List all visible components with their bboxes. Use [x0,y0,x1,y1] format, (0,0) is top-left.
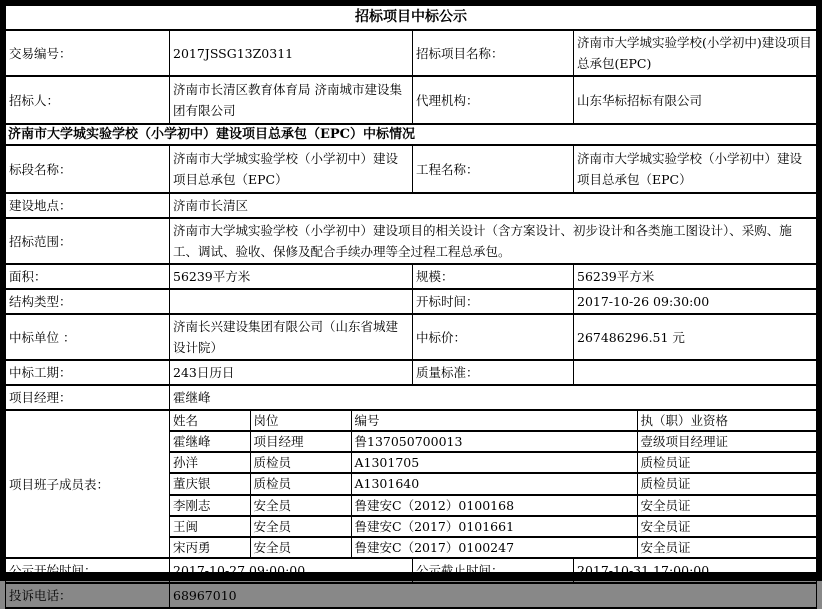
member-qualification: 安全员证 [640,539,691,555]
location-value: 济南市长清区 [170,193,817,218]
team-table-row [170,516,816,537]
agency-value: 山东华标招标有限公司 [574,76,817,124]
tenderer-label: 招标人： [6,76,170,124]
member-position: 安全员 [250,495,351,516]
publicity-end-label: 公示截止时间： [413,558,574,583]
announcement-document [5,4,817,603]
area-label: 面积： [6,264,170,289]
publicity-start-label: 公示开始时间： [6,558,170,583]
transaction-no-label: 交易编号： [6,30,170,76]
member-number: 鲁建安C（2012）0100168 [351,495,637,516]
team-table-row [170,452,816,473]
team-table-label: 项目班子成员表： [6,410,170,558]
complaint-phone-value: 68967010 [170,583,817,608]
engineering-name-label: 工程名称： [413,145,574,193]
publicity-end-value: 2017-10-31 17:00:00 [574,558,817,583]
team-table-container [170,410,817,558]
col-header-position: 岗位 [250,411,351,431]
col-header-name: 姓名 [170,411,250,431]
bid-opening-time-label: 开标时间： [413,289,574,314]
member-qualification: 安全员证 [637,516,816,537]
member-number: 鲁建安C（2017）0100247 [351,537,637,557]
tenderer-value: 济南市长清区教育体育局 济南城市建设集团有限公司 [170,76,413,124]
publicity-start-value: 2017-10-27 09:00:00 [170,558,413,583]
member-number: 鲁建安C（2017）0101661 [351,516,637,537]
member-position: 安全员 [250,516,351,537]
member-number: A1301640 [351,473,637,494]
page-title: 招标项目中标公示 [6,5,817,30]
member-qualification: 质检员证 [637,473,816,494]
team-table-row [170,431,816,452]
construction-period-value: 243日历日 [170,360,413,385]
scope-label: 招标范围： [6,218,170,264]
member-position: 安全员 [250,537,351,557]
member-qualification: 壹级项目经理证 [637,431,816,452]
quality-standard-value [574,360,817,385]
member-name: 霍继峰 [170,431,250,452]
scale-value: 56239平方米 [574,264,817,289]
section-name-value: 济南市大学城实验学校（小学初中）建设项目总承包（EPC） [170,145,413,193]
team-table-row [170,473,816,494]
location-label: 建设地点： [6,193,170,218]
scope-value: 济南市大学城实验学校（小学初中）建设项目的相关设计（含方案设计、初步设计和各类施工图设计）、采购、施工、调试、验收、保修及配合手续办理等全过程工程总承包。 [170,218,817,264]
quality-standard-label: 质量标准： [413,360,574,385]
project-manager-label: 项目经理： [6,385,170,410]
project-name-label: 招标项目名称： [413,30,574,76]
area-value: 56239平方米 [170,264,413,289]
project-manager-value: 霍继峰 [170,385,817,410]
structure-type-value [170,289,413,314]
construction-period-label: 中标工期： [6,360,170,385]
member-position: 质检员 [250,473,351,494]
transaction-no-value: 2017JSSG13Z0311 [170,30,413,76]
member-name: 王闽 [170,516,250,537]
bid-announcement-table [5,4,817,609]
member-number: 鲁137050700013 [351,431,637,452]
member-qualification: 质检员证 [637,452,816,473]
scale-label: 规模： [413,264,574,289]
winning-price-label: 中标价： [413,314,574,360]
member-position: 项目经理 [250,431,351,452]
member-position: 质检员 [250,452,351,473]
member-name: 孙洋 [170,452,250,473]
section-name-label: 标段名称： [6,145,170,193]
team-table-row [170,495,816,516]
team-member-table [170,411,816,557]
team-table-header-row [170,411,816,431]
col-header-qualification: 执（职）业资格 [637,411,816,431]
member-name: 董庆银 [170,473,250,494]
col-header-number: 编号 [351,411,637,431]
complaint-phone-label: 投诉电话： [6,583,170,608]
member-name: 宋丙勇 [170,537,250,557]
member-name: 李刚志 [170,495,250,516]
engineering-name-value: 济南市大学城实验学校（小学初中）建设项目总承包（EPC） [574,145,817,193]
project-name-value: 济南市大学城实验学校(小学初中)建设项目总承包(EPC) [574,30,817,76]
winning-unit-label: 中标单位 ： [6,314,170,360]
bid-opening-time-value: 2017-10-26 09:30:00 [574,289,817,314]
structure-type-label: 结构类型： [6,289,170,314]
member-number: A1301705 [351,452,637,473]
winning-unit-value: 济南长兴建设集团有限公司（山东省城建设计院） [170,314,413,360]
section-title: 济南市大学城实验学校（小学初中）建设项目总承包（EPC）中标情况 [6,124,817,145]
member-qualification: 安全员证 [637,495,816,516]
agency-label: 代理机构： [413,76,574,124]
team-table-row [170,537,816,557]
winning-price-value: 267486296.51 元 [574,314,817,360]
